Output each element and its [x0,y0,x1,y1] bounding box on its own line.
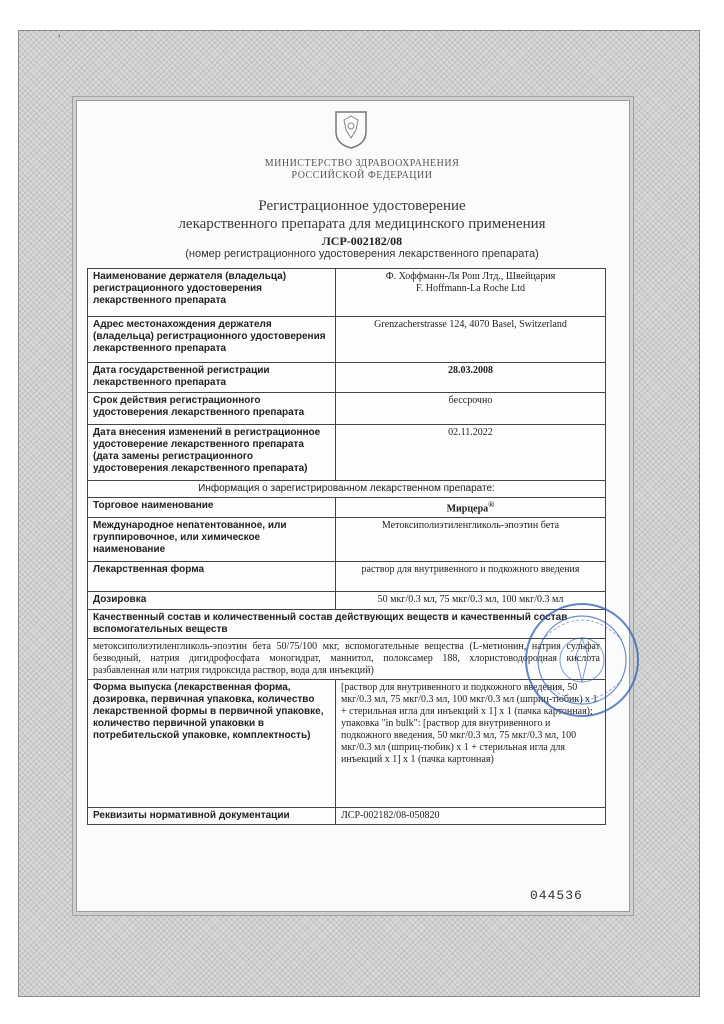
change-date-label: Дата внесения изменений в регистрационное удостоверение лекарственного препарата (дата замены регистрационного удостоверения лекарственного препарата) [88,425,336,481]
registered-mark: ® [488,500,495,509]
table-row [88,317,606,363]
table-row [88,498,606,518]
inn-value: Метоксиполиэтиленгликоль-эпоэтин бета [336,518,606,562]
table-row [88,808,606,825]
composition-label: Качественный состав и количественный состав действующих веществ и качественный состав вспомогательных веществ [88,610,606,639]
trade-name-value [336,498,606,518]
validity-value: бессрочно [336,393,606,425]
dosage-form-label: Лекарственная форма [88,562,336,592]
holder-address-value: Grenzacherstrasse 124, 4070 Basel, Switzerland [336,317,606,363]
packaging-value: [раствор для внутривенного и подкожного введения, 50 мкг/0.3 мл, 75 мкг/0.3 мл, 100 мкг/0.3 мл (шприц-тюбик) x 1 + стерильная игла для инъекций x 1] x 1 (пачка картонная); упаковка "in bulk": [раствор для внутривенного и подкожного введения, 50 мкг/0.3 мл, 75 мкг/0.3 мл, 100 мкг/0.3 мл (шприц-тюбик) x 1 + стерильная игла для инъекций x 1] x 1 (пачка картонная) [336,680,606,808]
change-date-value: 02.11.2022 [336,425,606,481]
holder-name-value-ru: Ф. Хоффманн-Ля Рош Лтд., Швейцария [385,271,556,282]
ministry-line-1: МИНИСТЕРСТВО ЗДРАВООХРАНЕНИЯ [264,158,460,169]
table-row [88,562,606,592]
holder-name-label: Наименование держателя (владельца) регистрационного удостоверения лекарственного препарата [88,269,336,317]
dosage-value: 50 мкг/0.3 мл, 75 мкг/0.3 мл, 100 мкг/0.3 мл [336,592,606,610]
composition-value: метоксиполиэтиленгликоль-эпоэтин бета 50/75/100 мкг, вспомогательные вещества (L-метионин, натрия сульфат безводный, натрия дигидрофосфата моногидрат, маннитол, полоксамер 188, хлористоводородная кислота разбавленная или натрия гидроксида раствор, вода для инъекций) [88,639,606,680]
table-row [88,481,606,498]
normative-docs-value: ЛСР-002182/08-050820 [336,808,606,825]
official-stamp-icon [522,600,642,720]
trade-name-label: Торговое наименование [88,498,336,518]
document-title-line-2: лекарственного препарата для медицинского применения [178,216,546,232]
holder-name-value [336,269,606,317]
reg-date-value: 28.03.2008 [336,363,606,393]
coat-of-arms-icon [332,108,370,150]
reg-date-label: Дата государственной регистрации лекарственного препарата [88,363,336,393]
validity-label: Срок действия регистрационного удостоверения лекарственного препарата [88,393,336,425]
serial-number: 044536 [530,888,583,903]
table-row [88,393,606,425]
corner-mark: , [58,28,61,39]
info-header: Информация о зарегистрированном лекарственном препарате: [88,481,606,498]
holder-address-label: Адрес местонахождения держателя (владельца) регистрационного удостоверения лекарственного препарата [88,317,336,363]
ministry-line-2: РОССИЙСКОЙ ФЕДЕРАЦИИ [291,170,433,181]
trade-name-text: Мирцера [446,503,489,515]
registration-number: ЛСР-002182/08 [321,234,403,248]
registration-number-caption: (номер регистрационного удостоверения лекарственного препарата) [185,248,539,260]
inn-label: Международное непатентованное, или группировочное, или химическое наименование [88,518,336,562]
document-title-line-1: Регистрационное удостоверение [258,198,466,214]
packaging-label: Форма выпуска (лекарственная форма, дозировка, первичная упаковка, количество лекарственной формы в первичной упаковке, количество первичной упаковки в потребительской упаковке, комплектность) [88,680,336,808]
table-row [88,425,606,481]
table-row [88,363,606,393]
holder-name-value-en: F. Hoffmann-La Roche Ltd [416,283,525,294]
certificate-table [87,268,606,825]
dosage-label: Дозировка [88,592,336,610]
table-row [88,518,606,562]
normative-docs-label: Реквизиты нормативной документации [88,808,336,825]
dosage-form-value: раствор для внутривенного и подкожного введения [336,562,606,592]
table-row [88,269,606,317]
